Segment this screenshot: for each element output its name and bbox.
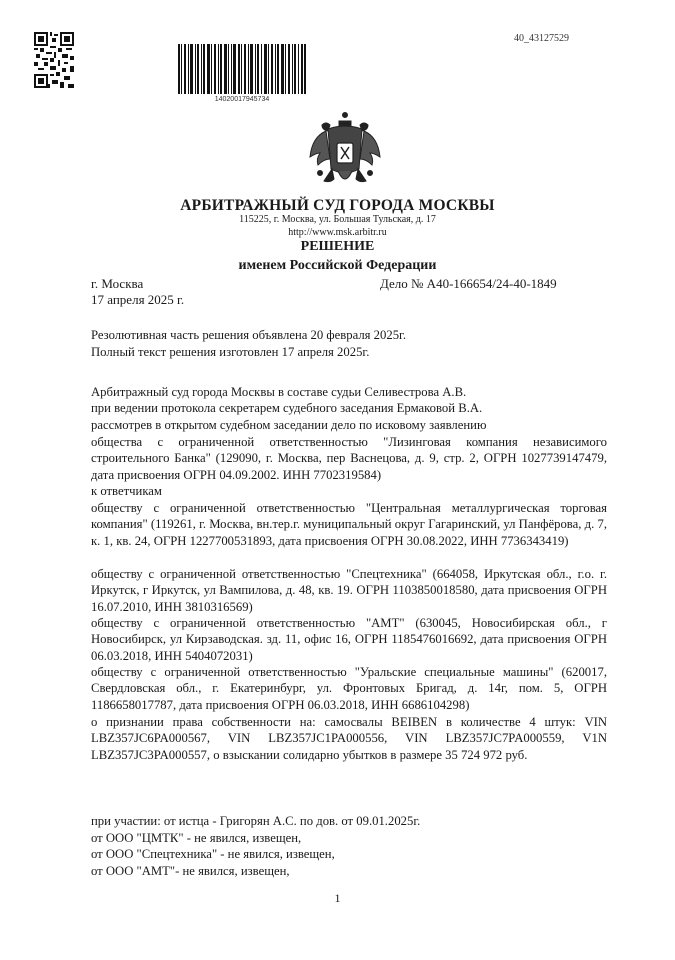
court-composition-line: рассмотрев в открытом судебном заседании дело по исковому заявлению (91, 418, 487, 432)
document-title: РЕШЕНИЕ (300, 239, 375, 254)
case-number: Дело № А40-166654/24-40-1849 (380, 276, 557, 291)
document-id: 40_43127529 (514, 33, 569, 44)
city: г. Москва (91, 276, 144, 291)
announcement-line: Полный текст решения изготовлен 17 апреля 2025г. (91, 345, 370, 359)
barcode-number: 14020017945734 (214, 96, 270, 103)
court-url: http://www.msk.arbitr.ru (288, 227, 387, 238)
plaintiff-paragraph: общества с ограниченной ответственностью "Лизинговая компания независимого строительного Банка" (129090, г. Москва, пер Васнецова, д. 9, стр. 2, ОГРН 1027739147479, дата присвоения ОГРН 04.09.2002. ИНН 7702319584) (91, 435, 607, 482)
claim-paragraph: о признании права собственности на: самосвалы BEIBEN в количестве 4 штук: VIN LBZ357JC6PA000567, VIN LBZ357JC1PA000556, VIN LBZ357JC7PA000559, V1N LBZ357JC3PA000557, о взыскании солидарно убытков в размере 35 724 972 руб. (91, 715, 607, 762)
court-composition-line: при ведении протокола секретарем судебного заседания Ермаковой В.А. (91, 401, 483, 415)
decision-date: 17 апреля 2025 г. (91, 292, 185, 307)
defendant-paragraph: обществу с ограниченной ответственностью "АМТ" (630045, Новосибирская обл., г Новосибирск, ул Кирзаводская. зд. 11, офис 16, ОГРН 1185476016692, дата присвоения ОГРН 06.03.2018, ИНН 5404072031) (91, 616, 607, 663)
qr-code-icon (34, 32, 74, 88)
document-subtitle: именем Российской Федерации (238, 258, 437, 273)
announcement-line: Резолютивная часть решения объявлена 20 февраля 2025г. (91, 328, 406, 342)
participant-line: от ООО "АМТ"- не явился, извещен, (91, 864, 290, 878)
participant-line: от ООО "Спецтехника" - не явился, извещен, (91, 847, 335, 861)
page-number: 1 (334, 891, 341, 905)
defendant-paragraph: обществу с ограниченной ответственностью "Уральские специальные машины" (620017, Свердловская обл., г. Екатеринбург, ул. Фронтовых Бригад, д. 14г, пом. 5, ОГРН 1186658017787, дата присвоения ОГРН 06.03.2018, ИНН 6686104298) (91, 665, 607, 712)
to-defendants-label: к ответчикам (91, 484, 162, 498)
defendant-paragraph: обществу с ограниченной ответственностью "Спецтехника" (664058, Иркутская обл., г.о. г. Иркутск, г Иркутск, ул Вампилова, д. 48, кв. 19. ОГРН 1103850018580, дата присвоения ОГРН 16.07.2010, ИНН 3810316569) (91, 567, 607, 614)
court-composition-line: Арбитражный суд города Москвы в составе судьи Селивестрова А.В. (91, 385, 467, 399)
barcode-icon (178, 44, 306, 94)
participant-line: при участии: от истца - Григорян А.С. по дов. от 09.01.2025г. (91, 814, 421, 828)
participant-line: от ООО "ЦМТК" - не явился, извещен, (91, 831, 302, 845)
court-address: 115225, г. Москва, ул. Большая Тульская, д. 17 (239, 214, 436, 225)
court-name: АРБИТРАЖНЫЙ СУД ГОРОДА МОСКВЫ (180, 197, 495, 214)
defendant-paragraph: обществу с ограниченной ответственностью "Центральная металлургическая торговая компания" (119261, г. Москва, вн.тер.г. муниципальный округ Гагаринский, ул Панфёрова, д. 7, к. 1, кв. 24, ОГРН 1227700531893, дата присвоения ОГРН 30.08.2022, ИНН 7736343419) (91, 501, 607, 548)
russian-emblem-icon (308, 111, 382, 191)
